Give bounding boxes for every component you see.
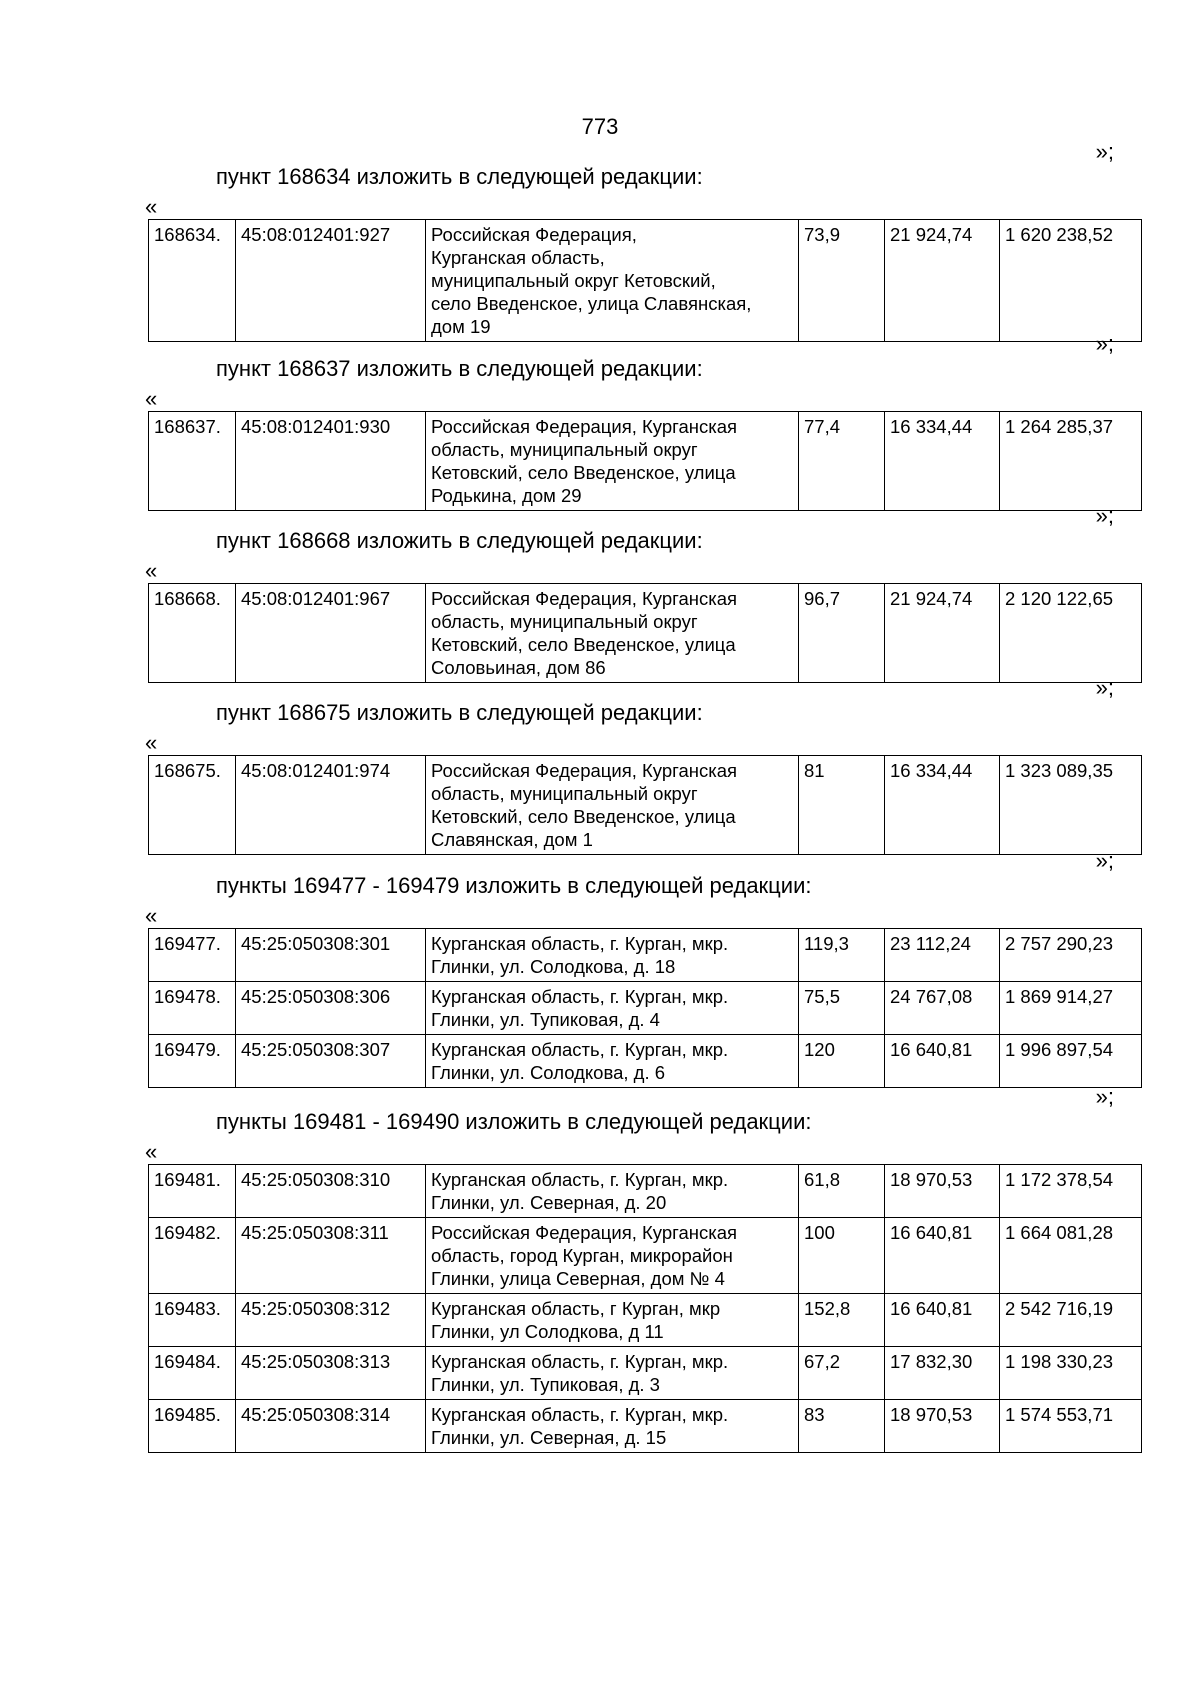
- cost-per-unit-cell: 24 767,08: [885, 982, 1000, 1035]
- table-row: [149, 584, 1142, 683]
- area-cell: 120: [799, 1035, 885, 1088]
- area-cell: 61,8: [799, 1165, 885, 1218]
- property-table: [148, 928, 1142, 1088]
- total-value-cell: 2 120 122,65: [1000, 584, 1142, 683]
- total-value-cell: 1 620 238,52: [1000, 220, 1142, 342]
- cost-per-unit-cell: 18 970,53: [885, 1400, 1000, 1453]
- cost-per-unit-cell: 21 924,74: [885, 220, 1000, 342]
- area-cell: 119,3: [799, 929, 885, 982]
- closing-quote: »;: [1095, 503, 1114, 528]
- address-cell: Курганская область, г. Курган, мкр. Глинки, ул. Солодкова, д. 6: [426, 1035, 799, 1088]
- total-value-cell: 1 996 897,54: [1000, 1035, 1142, 1088]
- address-cell: Курганская область, г. Курган, мкр. Глинки, ул. Северная, д. 15: [426, 1400, 799, 1453]
- address-cell: Курганская область, г. Курган, мкр. Глинки, ул. Солодкова, д. 18: [426, 929, 799, 982]
- item-number-cell: 169482.: [149, 1218, 236, 1294]
- cost-per-unit-cell: 16 640,81: [885, 1218, 1000, 1294]
- table-row: [149, 1347, 1142, 1400]
- total-value-cell: 1 664 081,28: [1000, 1218, 1142, 1294]
- opening-quote: «: [145, 386, 158, 411]
- address-cell: Курганская область, г Курган, мкр Глинки, ул Солодкова, д 11: [426, 1294, 799, 1347]
- cost-per-unit-cell: 16 640,81: [885, 1035, 1000, 1088]
- closing-quote: »;: [1095, 1084, 1114, 1109]
- address-cell: Российская Федерация, Курганская область, муниципальный округ Кетовский, село Введенское, улица Славянская, дом 19: [426, 220, 799, 342]
- cadastral-number-cell: 45:25:050308:312: [236, 1294, 426, 1347]
- table-row: [149, 982, 1142, 1035]
- cost-per-unit-cell: 16 640,81: [885, 1294, 1000, 1347]
- page-number: 773: [581, 114, 619, 139]
- cadastral-number-cell: 45:25:050308:306: [236, 982, 426, 1035]
- address-cell: Российская Федерация, Курганская область, город Курган, микрорайон Глинки, улица Северная, дом № 4: [426, 1218, 799, 1294]
- cadastral-number-cell: 45:25:050308:313: [236, 1347, 426, 1400]
- total-value-cell: 2 757 290,23: [1000, 929, 1142, 982]
- item-number-cell: 169478.: [149, 982, 236, 1035]
- address-cell: Курганская область, г. Курган, мкр. Глинки, ул. Тупиковая, д. 3: [426, 1347, 799, 1400]
- total-value-cell: 1 264 285,37: [1000, 412, 1142, 511]
- item-number-cell: 169477.: [149, 929, 236, 982]
- cost-per-unit-cell: 21 924,74: [885, 584, 1000, 683]
- property-table: [148, 219, 1142, 342]
- area-cell: 100: [799, 1218, 885, 1294]
- table-row: [149, 1218, 1142, 1294]
- table-row: [149, 412, 1142, 511]
- total-value-cell: 1 323 089,35: [1000, 756, 1142, 855]
- cadastral-number-cell: 45:08:012401:927: [236, 220, 426, 342]
- table-row: [149, 1294, 1142, 1347]
- property-table: [148, 583, 1142, 683]
- table-row: [149, 756, 1142, 855]
- cost-per-unit-cell: 23 112,24: [885, 929, 1000, 982]
- section-heading: пункт 168668 изложить в следующей редакции:: [216, 528, 703, 553]
- table-row: [149, 1035, 1142, 1088]
- total-value-cell: 1 574 553,71: [1000, 1400, 1142, 1453]
- closing-quote: »;: [1095, 139, 1114, 164]
- opening-quote: «: [145, 903, 158, 928]
- area-cell: 152,8: [799, 1294, 885, 1347]
- area-cell: 67,2: [799, 1347, 885, 1400]
- property-table: [148, 411, 1142, 511]
- area-cell: 83: [799, 1400, 885, 1453]
- area-cell: 75,5: [799, 982, 885, 1035]
- cadastral-number-cell: 45:08:012401:930: [236, 412, 426, 511]
- section-heading: пункты 169481 - 169490 изложить в следующей редакции:: [216, 1109, 812, 1134]
- cadastral-number-cell: 45:25:050308:314: [236, 1400, 426, 1453]
- item-number-cell: 169481.: [149, 1165, 236, 1218]
- cadastral-number-cell: 45:25:050308:311: [236, 1218, 426, 1294]
- item-number-cell: 169479.: [149, 1035, 236, 1088]
- area-cell: 81: [799, 756, 885, 855]
- area-cell: 73,9: [799, 220, 885, 342]
- cost-per-unit-cell: 17 832,30: [885, 1347, 1000, 1400]
- cadastral-number-cell: 45:08:012401:967: [236, 584, 426, 683]
- cadastral-number-cell: 45:08:012401:974: [236, 756, 426, 855]
- address-cell: Российская Федерация, Курганская область, муниципальный округ Кетовский, село Введенское, улица Родькина, дом 29: [426, 412, 799, 511]
- opening-quote: «: [145, 730, 158, 755]
- section-heading: пункт 168637 изложить в следующей редакции:: [216, 356, 703, 381]
- closing-quote: »;: [1095, 331, 1114, 356]
- section-heading: пункт 168634 изложить в следующей редакции:: [216, 164, 703, 189]
- total-value-cell: 1 869 914,27: [1000, 982, 1142, 1035]
- table-row: [149, 1400, 1142, 1453]
- total-value-cell: 1 198 330,23: [1000, 1347, 1142, 1400]
- cost-per-unit-cell: 18 970,53: [885, 1165, 1000, 1218]
- opening-quote: «: [145, 558, 158, 583]
- property-table: [148, 755, 1142, 855]
- area-cell: 77,4: [799, 412, 885, 511]
- item-number-cell: 168675.: [149, 756, 236, 855]
- opening-quote: «: [145, 1139, 158, 1164]
- address-cell: Курганская область, г. Курган, мкр. Глинки, ул. Тупиковая, д. 4: [426, 982, 799, 1035]
- item-number-cell: 169483.: [149, 1294, 236, 1347]
- item-number-cell: 169485.: [149, 1400, 236, 1453]
- table-row: [149, 220, 1142, 342]
- cost-per-unit-cell: 16 334,44: [885, 756, 1000, 855]
- cadastral-number-cell: 45:25:050308:301: [236, 929, 426, 982]
- property-table: [148, 1164, 1142, 1453]
- item-number-cell: 169484.: [149, 1347, 236, 1400]
- closing-quote: »;: [1095, 675, 1114, 700]
- address-cell: Российская Федерация, Курганская область, муниципальный округ Кетовский, село Введенское, улица Славянская, дом 1: [426, 756, 799, 855]
- total-value-cell: 1 172 378,54: [1000, 1165, 1142, 1218]
- area-cell: 96,7: [799, 584, 885, 683]
- address-cell: Российская Федерация, Курганская область, муниципальный округ Кетовский, село Введенское, улица Соловьиная, дом 86: [426, 584, 799, 683]
- table-row: [149, 929, 1142, 982]
- cost-per-unit-cell: 16 334,44: [885, 412, 1000, 511]
- table-row: [149, 1165, 1142, 1218]
- item-number-cell: 168637.: [149, 412, 236, 511]
- closing-quote: »;: [1095, 848, 1114, 873]
- section-heading: пункт 168675 изложить в следующей редакции:: [216, 700, 703, 725]
- opening-quote: «: [145, 194, 158, 219]
- item-number-cell: 168634.: [149, 220, 236, 342]
- item-number-cell: 168668.: [149, 584, 236, 683]
- cadastral-number-cell: 45:25:050308:307: [236, 1035, 426, 1088]
- cadastral-number-cell: 45:25:050308:310: [236, 1165, 426, 1218]
- total-value-cell: 2 542 716,19: [1000, 1294, 1142, 1347]
- address-cell: Курганская область, г. Курган, мкр. Глинки, ул. Северная, д. 20: [426, 1165, 799, 1218]
- section-heading: пункты 169477 - 169479 изложить в следующей редакции:: [216, 873, 812, 898]
